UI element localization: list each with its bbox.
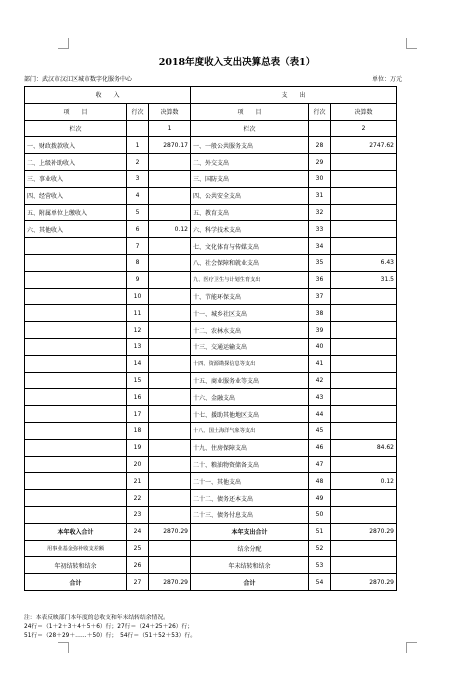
expense-item-cell: 八、社会保障和就业支出 bbox=[191, 254, 309, 271]
expense-line-cell: 44 bbox=[309, 406, 331, 423]
table-row bbox=[25, 406, 397, 423]
table-title: 2018年度收入支出决算总表（表1） bbox=[158, 57, 316, 68]
summary-income-item: 本年收入合计 bbox=[25, 523, 127, 540]
budget-table bbox=[24, 86, 397, 591]
header-row-col-index bbox=[25, 120, 397, 137]
income-amount-cell bbox=[149, 187, 191, 204]
summary-row bbox=[25, 540, 397, 557]
income-line-cell: 7 bbox=[127, 238, 149, 255]
expense-amount-cell bbox=[331, 506, 397, 523]
expense-amount-cell bbox=[331, 422, 397, 439]
income-amount-cell bbox=[149, 204, 191, 221]
summary-expense-line: 51 bbox=[309, 523, 331, 540]
expense-amount-cell bbox=[331, 490, 397, 507]
income-col-blank bbox=[127, 120, 149, 137]
expense-item-cell: 十四、资源勘探信息等支出 bbox=[191, 355, 309, 372]
income-col-number: 1 bbox=[149, 120, 191, 137]
expense-item-cell: 十五、商业服务业等支出 bbox=[191, 372, 309, 389]
income-item-cell bbox=[25, 422, 127, 439]
income-line-cell: 17 bbox=[127, 406, 149, 423]
summary-expense-item: 年末结转和结余 bbox=[191, 557, 309, 574]
income-line-cell: 16 bbox=[127, 389, 149, 406]
crop-mark-bottom-left bbox=[58, 642, 69, 653]
expense-amount-cell bbox=[331, 355, 397, 372]
expense-line-cell: 49 bbox=[309, 490, 331, 507]
income-item-cell bbox=[25, 506, 127, 523]
income-amount-cell bbox=[149, 422, 191, 439]
income-item-cell bbox=[25, 338, 127, 355]
table-row bbox=[25, 170, 397, 187]
summary-row bbox=[25, 557, 397, 574]
income-amount-cell bbox=[149, 473, 191, 490]
summary-income-amount bbox=[149, 557, 191, 574]
table-row bbox=[25, 473, 397, 490]
income-amount-cell: 0.12 bbox=[149, 221, 191, 238]
expense-line-cell: 50 bbox=[309, 506, 331, 523]
expense-line-cell: 35 bbox=[309, 254, 331, 271]
income-amount-cell bbox=[149, 355, 191, 372]
expense-line-cell: 40 bbox=[309, 338, 331, 355]
income-amount-cell bbox=[149, 506, 191, 523]
expense-line-cell: 46 bbox=[309, 439, 331, 456]
expense-amount-cell: 6.43 bbox=[331, 254, 397, 271]
income-amount-cell: 2870.17 bbox=[149, 137, 191, 154]
income-line-cell: 5 bbox=[127, 204, 149, 221]
table-row bbox=[25, 238, 397, 255]
expense-item-cell: 五、教育支出 bbox=[191, 204, 309, 221]
income-line-cell: 13 bbox=[127, 338, 149, 355]
income-amount-cell bbox=[149, 338, 191, 355]
income-item-cell bbox=[25, 322, 127, 339]
expense-amount-cell bbox=[331, 238, 397, 255]
summary-income-line: 24 bbox=[127, 523, 149, 540]
table-row bbox=[25, 288, 397, 305]
income-amount-header: 决算数 bbox=[149, 103, 191, 120]
table-row bbox=[25, 372, 397, 389]
expense-header: 支 出 bbox=[191, 87, 397, 104]
income-amount-cell bbox=[149, 288, 191, 305]
expense-item-cell: 二十一、其他支出 bbox=[191, 473, 309, 490]
table-row bbox=[25, 271, 397, 288]
table-row bbox=[25, 204, 397, 221]
expense-amount-cell: 31.5 bbox=[331, 271, 397, 288]
income-amount-cell bbox=[149, 154, 191, 171]
income-item-header: 项 目 bbox=[25, 103, 127, 120]
expense-amount-cell bbox=[331, 154, 397, 171]
expense-amount-cell bbox=[331, 288, 397, 305]
expense-line-cell: 36 bbox=[309, 271, 331, 288]
income-line-cell: 8 bbox=[127, 254, 149, 271]
expense-line-cell: 39 bbox=[309, 322, 331, 339]
summary-income-item: 用事业基金弥补收支差额 bbox=[25, 540, 127, 557]
expense-amount-header: 决算数 bbox=[331, 103, 397, 120]
table-row bbox=[25, 439, 397, 456]
expense-line-cell: 31 bbox=[309, 187, 331, 204]
income-line-cell: 2 bbox=[127, 154, 149, 171]
income-line-cell: 11 bbox=[127, 305, 149, 322]
income-item-cell bbox=[25, 254, 127, 271]
table-row bbox=[25, 355, 397, 372]
summary-income-amount bbox=[149, 540, 191, 557]
expense-amount-cell bbox=[331, 338, 397, 355]
summary-expense-amount: 2870.29 bbox=[331, 523, 397, 540]
income-amount-cell bbox=[149, 322, 191, 339]
table-row bbox=[25, 338, 397, 355]
summary-income-amount: 2870.29 bbox=[149, 523, 191, 540]
table-row bbox=[25, 187, 397, 204]
expense-item-cell: 十二、农林水支出 bbox=[191, 322, 309, 339]
expense-item-cell: 九、医疗卫生与计划生育支出 bbox=[191, 271, 309, 288]
income-line-cell: 6 bbox=[127, 221, 149, 238]
income-line-cell: 14 bbox=[127, 355, 149, 372]
expense-item-cell: 三、国防支出 bbox=[191, 170, 309, 187]
expense-item-cell: 七、文化体育与传媒支出 bbox=[191, 238, 309, 255]
expense-line-cell: 38 bbox=[309, 305, 331, 322]
income-item-cell bbox=[25, 305, 127, 322]
footnotes bbox=[24, 614, 196, 641]
expense-line-cell: 42 bbox=[309, 372, 331, 389]
income-item-cell bbox=[25, 389, 127, 406]
table-row bbox=[25, 254, 397, 271]
table-row bbox=[25, 322, 397, 339]
table-row bbox=[25, 305, 397, 322]
expense-item-cell: 十七、援助其他地区支出 bbox=[191, 406, 309, 423]
expense-item-cell: 十三、交通运输支出 bbox=[191, 338, 309, 355]
table-row bbox=[25, 389, 397, 406]
income-line-header: 行次 bbox=[127, 103, 149, 120]
expense-line-cell: 41 bbox=[309, 355, 331, 372]
income-line-cell: 12 bbox=[127, 322, 149, 339]
summary-expense-line: 54 bbox=[309, 574, 331, 591]
summary-row bbox=[25, 574, 397, 591]
expense-amount-cell bbox=[331, 456, 397, 473]
expense-amount-cell bbox=[331, 170, 397, 187]
income-item-cell bbox=[25, 490, 127, 507]
table-row bbox=[25, 422, 397, 439]
expense-item-cell: 二十二、债务还本支出 bbox=[191, 490, 309, 507]
summary-expense-item: 结余分配 bbox=[191, 540, 309, 557]
crop-mark-bottom-right bbox=[406, 642, 417, 653]
expense-line-header: 行次 bbox=[309, 103, 331, 120]
income-line-cell: 9 bbox=[127, 271, 149, 288]
expense-item-cell: 十一、城乡社区支出 bbox=[191, 305, 309, 322]
footnote-line: 24行＝（1＋2＋3＋4＋5＋6）行；27行＝（24＋25＋26）行； bbox=[24, 624, 194, 630]
income-amount-cell bbox=[149, 238, 191, 255]
expense-col-label: 栏次 bbox=[191, 120, 309, 137]
income-line-cell: 10 bbox=[127, 288, 149, 305]
expense-amount-cell bbox=[331, 389, 397, 406]
income-item-cell bbox=[25, 473, 127, 490]
expense-col-number: 2 bbox=[331, 120, 397, 137]
expense-amount-cell bbox=[331, 305, 397, 322]
income-amount-cell bbox=[149, 389, 191, 406]
income-item-cell bbox=[25, 439, 127, 456]
table-row bbox=[25, 221, 397, 238]
footnote-line: 注：本表反映部门本年度的总收支和年末结转结余情况。 bbox=[24, 615, 169, 621]
header-row-columns bbox=[25, 103, 397, 120]
expense-line-cell: 34 bbox=[309, 238, 331, 255]
income-item-cell bbox=[25, 406, 127, 423]
expense-item-header: 项 目 bbox=[191, 103, 309, 120]
expense-item-cell: 二、外交支出 bbox=[191, 154, 309, 171]
income-item-cell: 二、上级补助收入 bbox=[25, 154, 127, 171]
expense-line-cell: 47 bbox=[309, 456, 331, 473]
expense-line-cell: 37 bbox=[309, 288, 331, 305]
department-label: 部门：武汉市汉江区城市数字化服务中心 bbox=[24, 76, 133, 83]
summary-expense-amount bbox=[331, 557, 397, 574]
table-row bbox=[25, 154, 397, 171]
expense-item-cell: 十六、金融支出 bbox=[191, 389, 309, 406]
summary-row bbox=[25, 523, 397, 540]
expense-amount-cell bbox=[331, 204, 397, 221]
crop-mark-top-right bbox=[406, 38, 417, 49]
expense-line-cell: 29 bbox=[309, 154, 331, 171]
summary-income-line: 26 bbox=[127, 557, 149, 574]
table-row bbox=[25, 506, 397, 523]
income-header: 收 入 bbox=[25, 87, 191, 104]
expense-amount-cell bbox=[331, 372, 397, 389]
summary-income-item: 年初结转和结余 bbox=[25, 557, 127, 574]
summary-income-amount: 2870.29 bbox=[149, 574, 191, 591]
expense-line-cell: 43 bbox=[309, 389, 331, 406]
income-item-cell bbox=[25, 238, 127, 255]
expense-item-cell: 十九、住房保障支出 bbox=[191, 439, 309, 456]
expense-amount-cell bbox=[331, 187, 397, 204]
expense-item-cell: 一、一般公共服务支出 bbox=[191, 137, 309, 154]
summary-expense-line: 53 bbox=[309, 557, 331, 574]
expense-item-cell: 四、公共安全支出 bbox=[191, 187, 309, 204]
income-line-cell: 18 bbox=[127, 422, 149, 439]
table-row bbox=[25, 137, 397, 154]
income-item-cell: 五、附属单位上缴收入 bbox=[25, 204, 127, 221]
income-amount-cell bbox=[149, 271, 191, 288]
footnote-line: 51行＝（28＋29＋……＋50）行； 54行＝（51＋52＋53）行。 bbox=[24, 633, 197, 639]
expense-amount-cell: 0.12 bbox=[331, 473, 397, 490]
income-amount-cell bbox=[149, 254, 191, 271]
expense-line-cell: 45 bbox=[309, 422, 331, 439]
summary-expense-amount: 2870.29 bbox=[331, 574, 397, 591]
income-line-cell: 4 bbox=[127, 187, 149, 204]
expense-item-cell: 二十、粮油物资储备支出 bbox=[191, 456, 309, 473]
income-col-label: 栏次 bbox=[25, 120, 127, 137]
header-row-sections bbox=[25, 87, 397, 104]
income-amount-cell bbox=[149, 305, 191, 322]
summary-income-line: 25 bbox=[127, 540, 149, 557]
expense-amount-cell: 2747.62 bbox=[331, 137, 397, 154]
income-line-cell: 19 bbox=[127, 439, 149, 456]
expense-col-blank bbox=[309, 120, 331, 137]
income-amount-cell bbox=[149, 170, 191, 187]
summary-expense-item: 本年支出合计 bbox=[191, 523, 309, 540]
summary-income-line: 27 bbox=[127, 574, 149, 591]
income-line-cell: 21 bbox=[127, 473, 149, 490]
income-item-cell: 四、经营收入 bbox=[25, 187, 127, 204]
summary-expense-line: 52 bbox=[309, 540, 331, 557]
income-line-cell: 20 bbox=[127, 456, 149, 473]
income-item-cell bbox=[25, 372, 127, 389]
income-amount-cell bbox=[149, 439, 191, 456]
expense-amount-cell bbox=[331, 221, 397, 238]
summary-income-item: 合计 bbox=[25, 574, 127, 591]
expense-amount-cell: 84.62 bbox=[331, 439, 397, 456]
income-line-cell: 1 bbox=[127, 137, 149, 154]
expense-item-cell: 六、科学技术支出 bbox=[191, 221, 309, 238]
income-item-cell bbox=[25, 288, 127, 305]
income-amount-cell bbox=[149, 406, 191, 423]
income-amount-cell bbox=[149, 456, 191, 473]
unit-label: 单位：万元 bbox=[371, 76, 402, 83]
income-amount-cell bbox=[149, 490, 191, 507]
expense-amount-cell bbox=[331, 322, 397, 339]
summary-expense-item: 合计 bbox=[191, 574, 309, 591]
expense-line-cell: 48 bbox=[309, 473, 331, 490]
income-item-cell: 六、其他收入 bbox=[25, 221, 127, 238]
income-item-cell: 一、财政拨款收入 bbox=[25, 137, 127, 154]
table-row bbox=[25, 490, 397, 507]
income-item-cell bbox=[25, 355, 127, 372]
crop-mark-top-left bbox=[58, 38, 69, 49]
income-line-cell: 23 bbox=[127, 506, 149, 523]
income-item-cell: 三、事业收入 bbox=[25, 170, 127, 187]
income-line-cell: 22 bbox=[127, 490, 149, 507]
expense-line-cell: 28 bbox=[309, 137, 331, 154]
summary-expense-amount bbox=[331, 540, 397, 557]
expense-item-cell: 二十三、债务付息支出 bbox=[191, 506, 309, 523]
income-item-cell bbox=[25, 271, 127, 288]
income-item-cell bbox=[25, 456, 127, 473]
expense-amount-cell bbox=[331, 406, 397, 423]
expense-line-cell: 30 bbox=[309, 170, 331, 187]
income-line-cell: 3 bbox=[127, 170, 149, 187]
expense-line-cell: 33 bbox=[309, 221, 331, 238]
income-line-cell: 15 bbox=[127, 372, 149, 389]
table-row bbox=[25, 456, 397, 473]
income-amount-cell bbox=[149, 372, 191, 389]
expense-item-cell: 十八、国土海洋气象等支出 bbox=[191, 422, 309, 439]
expense-line-cell: 32 bbox=[309, 204, 331, 221]
expense-item-cell: 十、节能环保支出 bbox=[191, 288, 309, 305]
